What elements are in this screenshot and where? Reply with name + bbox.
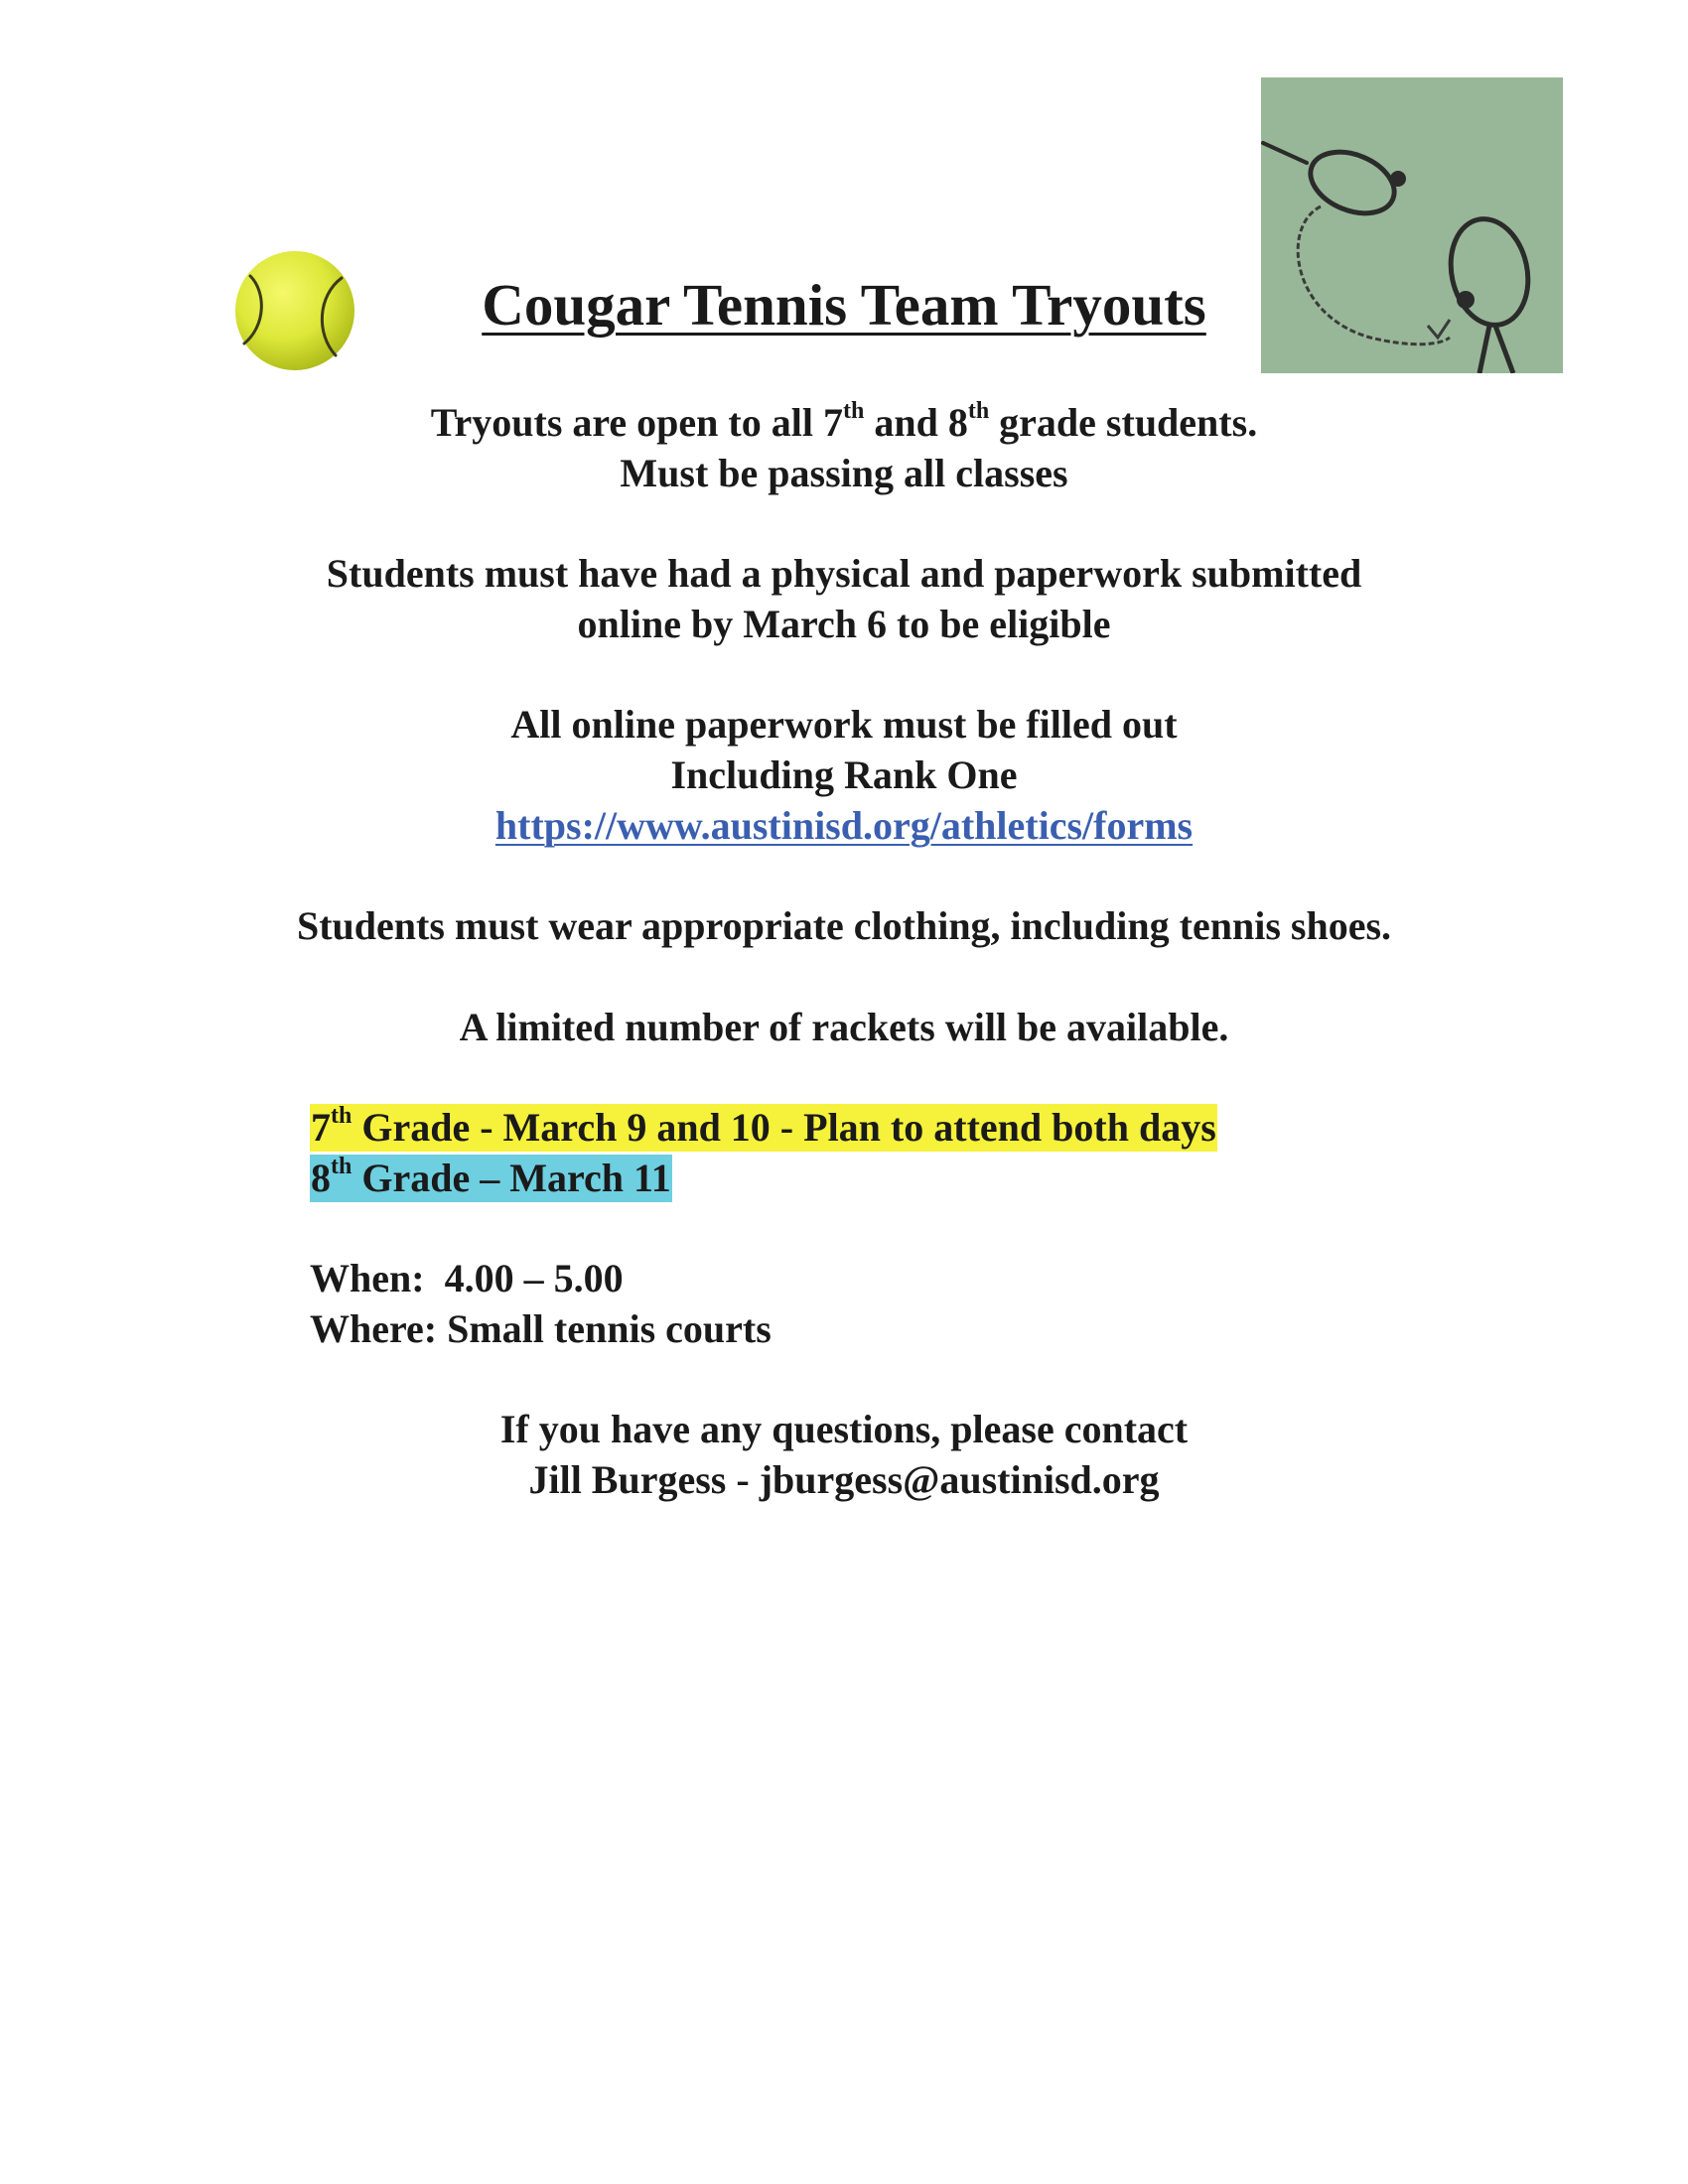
rackets-section — [0, 1002, 1688, 1052]
details-section — [310, 1253, 772, 1354]
athletics-forms-link[interactable]: https://www.austinisd.org/athletics/forms — [494, 803, 1194, 848]
clothing-section — [0, 900, 1688, 951]
schedule-section — [310, 1102, 1217, 1203]
page-title — [0, 272, 1688, 338]
contact-section — [0, 1404, 1688, 1505]
when-line: When: 4.00 – 5.00 — [310, 1256, 624, 1300]
where-line: Where: Small tennis courts — [310, 1306, 772, 1351]
eligibility-section — [0, 397, 1688, 498]
clothing-line: Students must wear appropriate clothing, including tennis shoes. — [296, 903, 1392, 948]
schedule-grade-8 — [310, 1153, 1217, 1203]
page-title-text: Cougar Tennis Team Tryouts — [482, 272, 1206, 338]
grade-8-highlight: 8th Grade – March 11 — [311, 1153, 671, 1200]
contact-line-2: Jill Burgess - jburgess@austinisd.org — [528, 1457, 1160, 1502]
physical-section — [0, 548, 1688, 649]
physical-line-2: online by March 6 to be eligible — [577, 602, 1111, 646]
paperwork-line-2: Including Rank One — [670, 752, 1018, 797]
paperwork-line-3 — [0, 800, 1688, 851]
eligibility-line-2: Must be passing all classes — [620, 451, 1068, 495]
paperwork-section — [0, 699, 1688, 851]
eligibility-line-1: Tryouts are open to all 7th and 8th grade students. — [430, 397, 1258, 445]
paperwork-line-1: All online paperwork must be filled out — [510, 702, 1178, 747]
grade-7-highlight: 7th Grade - March 9 and 10 - Plan to attend both days — [311, 1102, 1216, 1150]
physical-line-1: Students must have had a physical and paperwork submitted — [326, 551, 1362, 596]
contact-line-1: If you have any questions, please contact — [499, 1407, 1189, 1451]
rackets-line: A limited number of rackets will be available. — [459, 1005, 1229, 1049]
schedule-grade-7 — [310, 1102, 1217, 1153]
